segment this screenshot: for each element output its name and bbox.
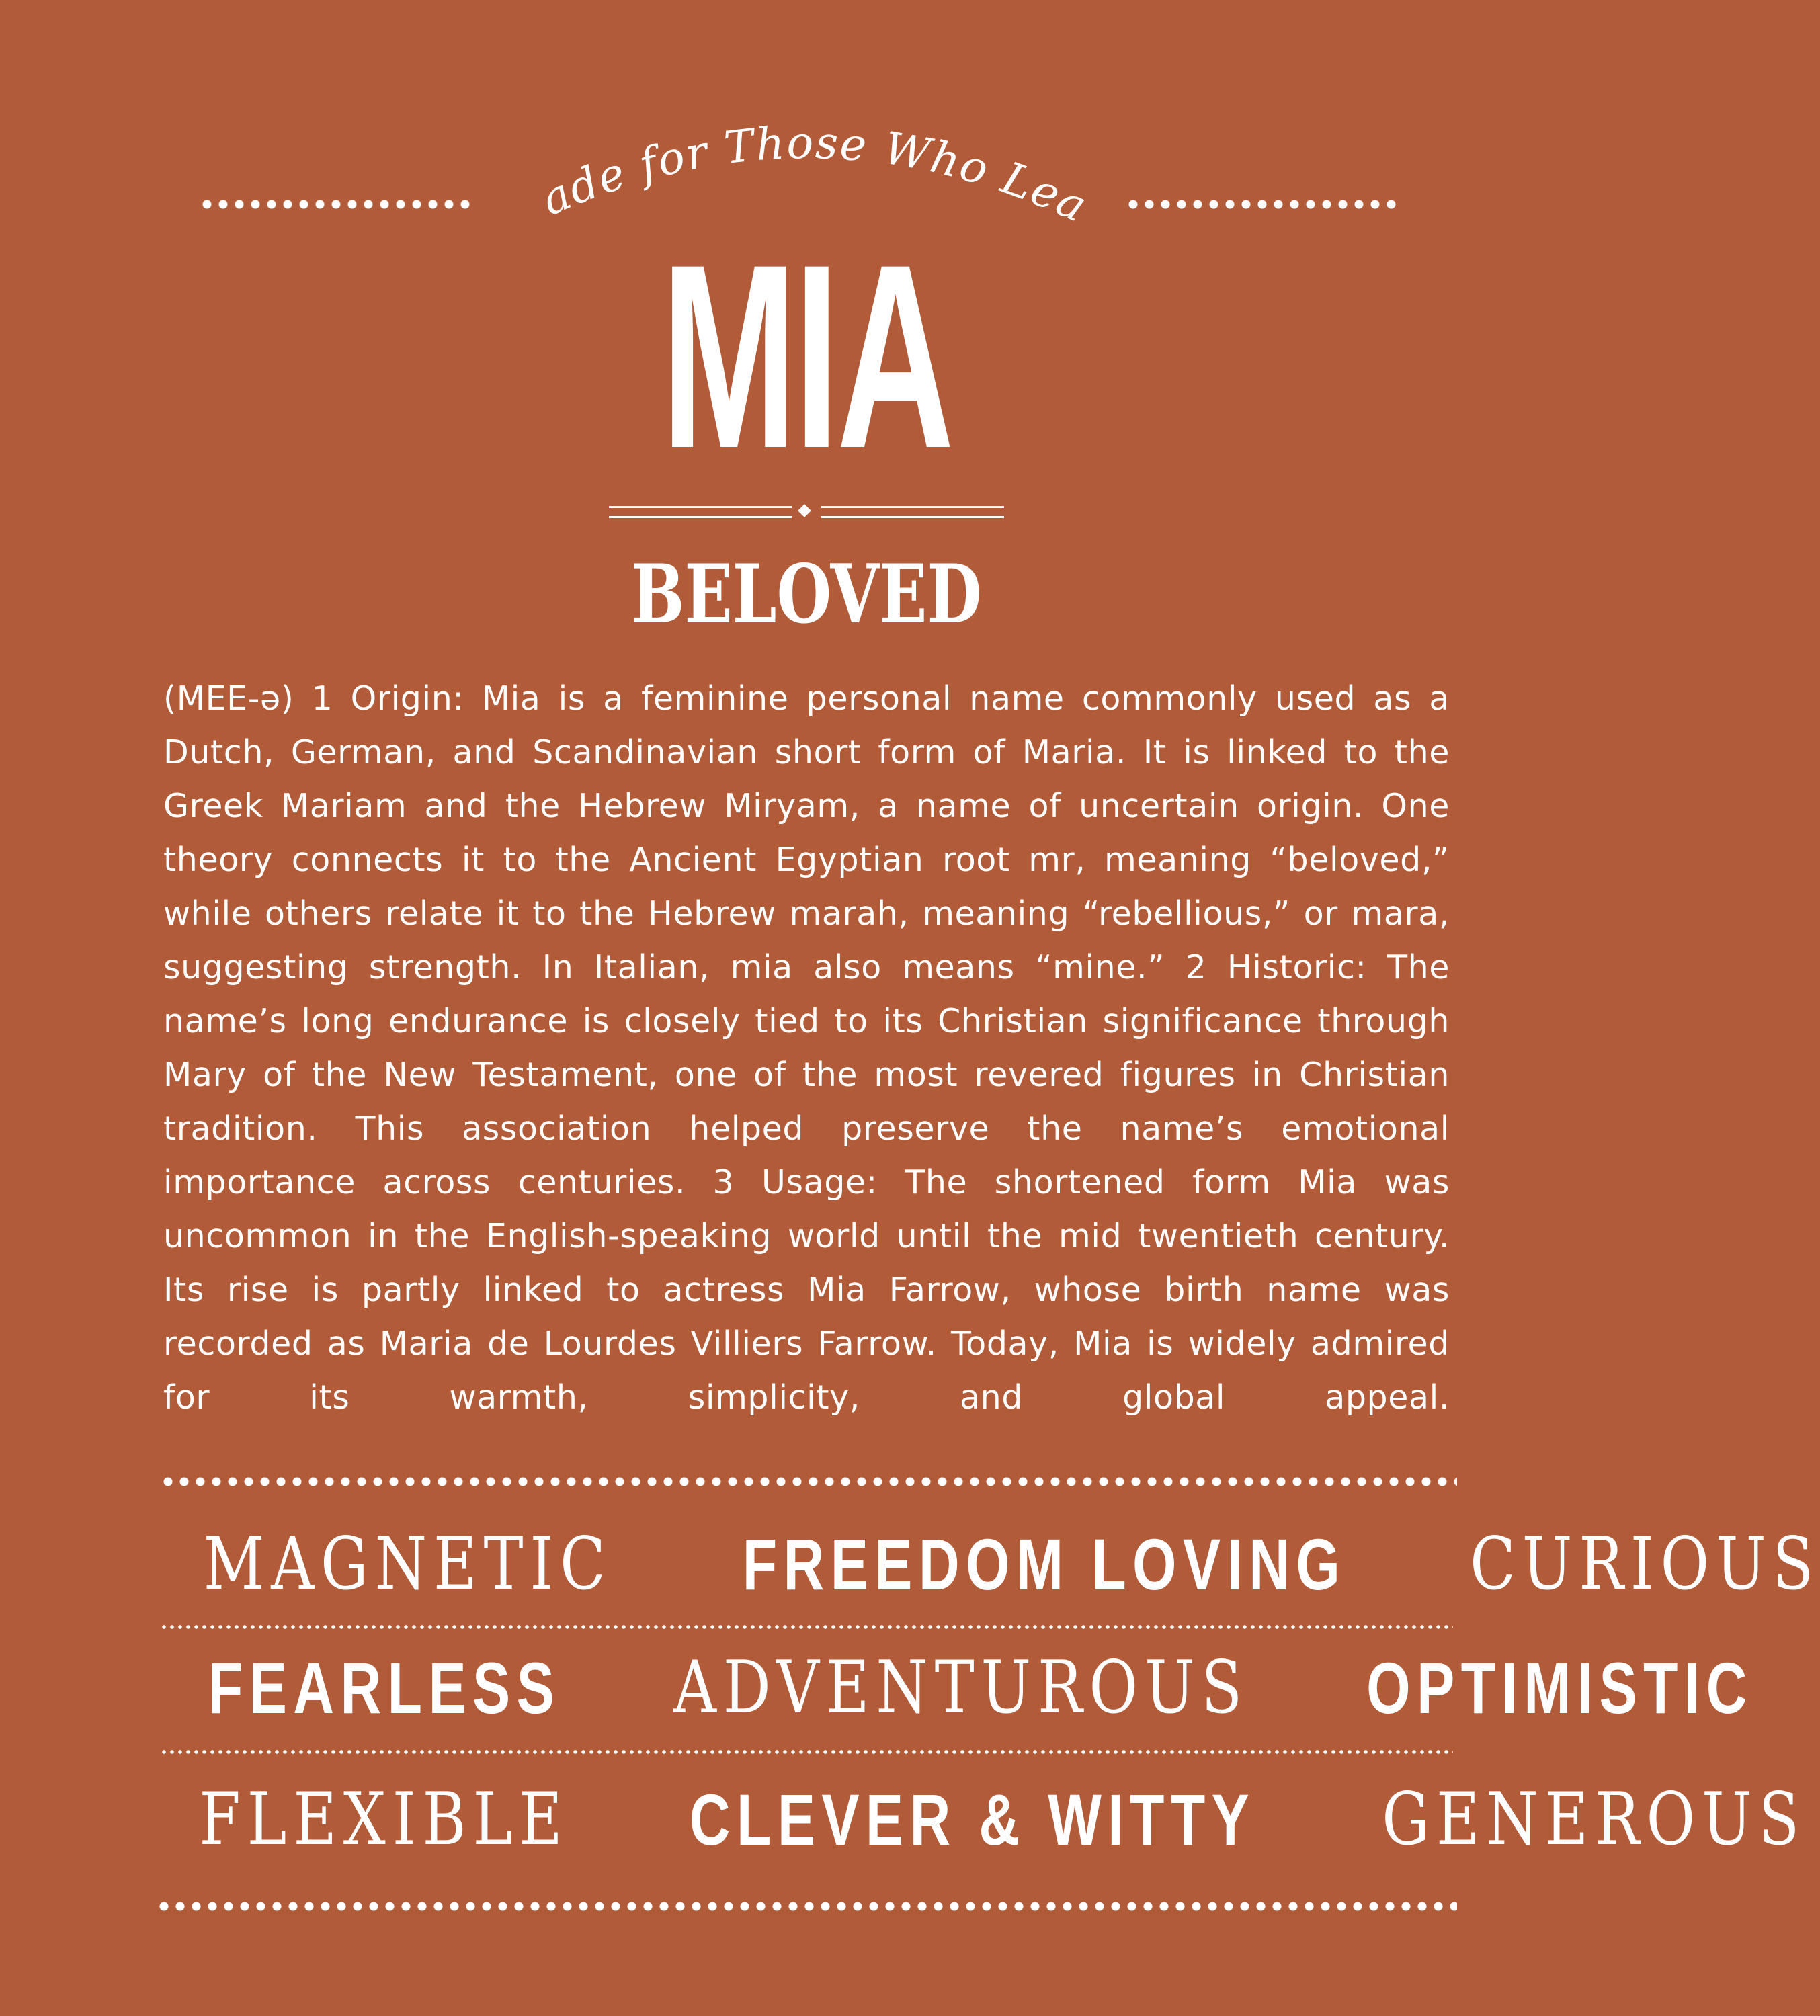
trait-row-1	[159, 1522, 1820, 1606]
trait-freedom-loving: FREEDOM LOVING	[742, 1523, 1346, 1605]
svg-text:Made for Those Who Lead	[446, 40, 1095, 233]
header-dots-right	[1125, 200, 1399, 209]
header-dots-left	[199, 200, 473, 209]
traits-top-dots	[160, 1477, 1457, 1486]
trait-curious: CURIOUS	[1469, 1522, 1820, 1606]
trait-generous: GENEROUS	[1382, 1777, 1807, 1861]
traits-bottom-dots	[156, 1902, 1457, 1911]
trait-optimistic: OPTIMISTIC	[1366, 1647, 1753, 1728]
name-title: MIA	[661, 210, 952, 503]
trait-separator-1	[160, 1625, 1453, 1629]
trait-fearless: FEARLESS	[208, 1647, 561, 1728]
tagline-text: Made for Those Who Lead	[447, 40, 1096, 233]
trait-magnetic: MAGNETIC	[203, 1522, 612, 1606]
divider-diamond	[798, 504, 811, 517]
trait-separator-2	[160, 1750, 1453, 1754]
name-meaning: BELOVED	[631, 547, 982, 642]
description-paragraph: (MEE-ə) 1 Origin: Mia is a feminine personal name commonly used as a Dutch, German, and Scandinavian short form of Maria. It is linked to the Greek Mariam and the Hebrew Miryam, a name of uncertain origin. One theory connects it to the Ancient Egyptian root mr, meaning “beloved,” while others relate it to the Hebrew marah, meaning “rebellious,” or mara, suggesting strength. In Italian, mia also means “mine.” 2 Historic: The name’s long endurance is closely tied to its Christian significance through Mary of the New Testament, one of the most revered figures in Christian tradition. This association helped preserve the name’s emotional importance across centuries. 3 Usage: The shortened form Mia was uncommon in the English-speaking world until the mid twentieth century. Its rise is partly linked to actress Mia Farrow, whose birth name was recorded as Maria de Lourdes Villiers Farrow. Today, Mia is widely admired for its warmth, simplicity, and global appeal.	[163, 679, 1450, 1417]
trait-row-2	[159, 1646, 1753, 1730]
trait-clever-witty: CLEVER & WITTY	[689, 1779, 1256, 1860]
divider-right	[821, 506, 1004, 518]
trait-adventurous: ADVENTUROUS	[673, 1646, 1249, 1730]
divider-left	[609, 506, 792, 518]
trait-row-3	[159, 1777, 1807, 1861]
trait-flexible: FLEXIBLE	[199, 1777, 569, 1861]
